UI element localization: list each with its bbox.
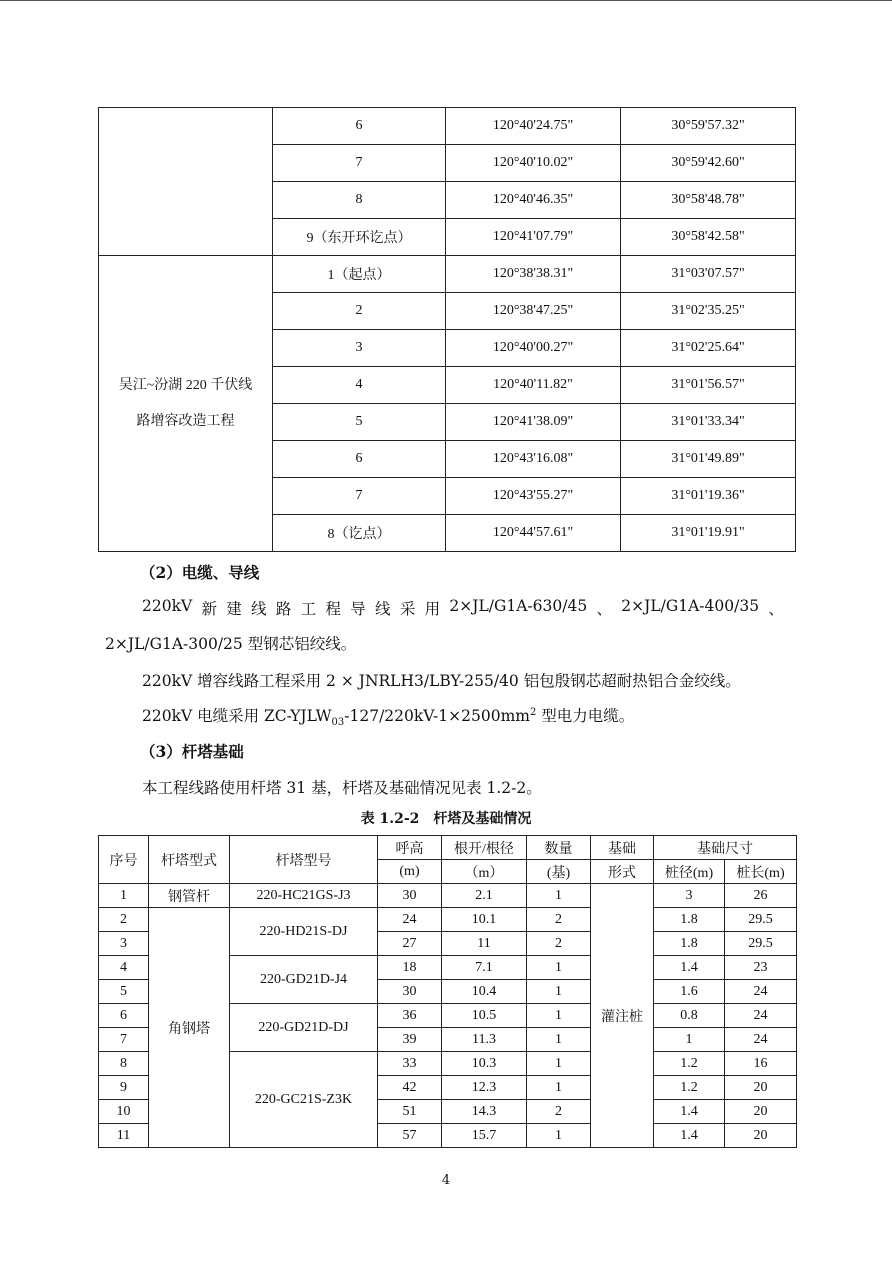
paragraph-tower: 本工程线路使用杆塔 31 基，杆塔及基础情况见表 1.2-2。 <box>142 779 542 797</box>
cell-qty: 1 <box>527 1076 591 1100</box>
cell-qty: 1 <box>527 884 591 908</box>
word: 、 <box>768 600 784 618</box>
word: 建 <box>226 600 242 618</box>
latitude: 30°58'48.78" <box>621 182 796 219</box>
word: 新 <box>201 600 217 618</box>
word: 220kV <box>142 597 193 615</box>
section-heading-tower: （3）杆塔基础 <box>140 742 244 761</box>
word: 导 <box>350 600 366 618</box>
cell-root: 12.3 <box>442 1076 527 1100</box>
point-no: 2 <box>273 293 446 330</box>
cell-height: 30 <box>378 980 442 1004</box>
paragraph-cable <box>142 704 634 728</box>
point-no: 1（起点） <box>273 256 446 293</box>
latitude: 31°01'19.36" <box>621 478 796 515</box>
table-row <box>99 884 797 908</box>
header-qty: 数量 <box>527 836 591 860</box>
point-no: 5 <box>273 404 446 441</box>
longitude: 120°40'00.27" <box>446 330 621 367</box>
cell-seq: 1 <box>99 884 149 908</box>
cell-height: 39 <box>378 1028 442 1052</box>
cell-tower-model: 220-HC21GS-J3 <box>230 884 378 908</box>
point-no: 7 <box>273 145 446 182</box>
word: 、 <box>596 600 613 618</box>
cell-tower-model: 220-GD21D-J4 <box>230 956 378 1004</box>
cell-pile-diameter: 1.6 <box>654 980 725 1004</box>
header-size: 基础尺寸 <box>654 836 797 860</box>
cell-qty: 2 <box>527 932 591 956</box>
point-no: 8 <box>273 182 446 219</box>
header-pile-length: 桩长(m) <box>725 860 797 884</box>
cell-tower-form: 角钢塔 <box>149 908 230 1148</box>
cell-qty: 2 <box>527 908 591 932</box>
page-top-border <box>0 0 892 1</box>
cell-pile-diameter: 3 <box>654 884 725 908</box>
header-foundation-form: 形式 <box>591 860 654 884</box>
project-cell-empty <box>99 108 273 256</box>
cell-seq: 8 <box>99 1052 149 1076</box>
cell-pile-diameter: 1.8 <box>654 932 725 956</box>
cell-qty: 1 <box>527 1124 591 1148</box>
cell-pile-length: 24 <box>725 980 797 1004</box>
latitude: 31°01'56.57" <box>621 367 796 404</box>
latitude: 30°59'57.32" <box>621 108 796 145</box>
cell-pile-length: 29.5 <box>725 908 797 932</box>
cell-root: 10.5 <box>442 1004 527 1028</box>
cell-pile-length: 20 <box>725 1124 797 1148</box>
longitude: 120°41'38.09" <box>446 404 621 441</box>
cell-seq: 5 <box>99 980 149 1004</box>
table-row <box>99 256 796 293</box>
cell-root: 14.3 <box>442 1100 527 1124</box>
longitude: 120°44'57.61" <box>446 515 621 552</box>
point-no: 4 <box>273 367 446 404</box>
cell-pile-diameter: 1.4 <box>654 956 725 980</box>
header-qty-unit: (基) <box>527 860 591 884</box>
cell-tower-model: 220-HD21S-DJ <box>230 908 378 956</box>
cell-pile-length: 24 <box>725 1004 797 1028</box>
longitude: 120°40'11.82" <box>446 367 621 404</box>
cell-qty: 1 <box>527 1004 591 1028</box>
latitude: 31°03'07.57" <box>621 256 796 293</box>
word: 2×JL/G1A-400/35 <box>621 597 760 615</box>
cell-qty: 2 <box>527 1100 591 1124</box>
cell-root: 11.3 <box>442 1028 527 1052</box>
longitude: 120°40'24.75" <box>446 108 621 145</box>
longitude: 120°43'16.08" <box>446 441 621 478</box>
word: 线 <box>251 600 267 618</box>
latitude: 31°02'35.25" <box>621 293 796 330</box>
cell-seq: 11 <box>99 1124 149 1148</box>
cell-qty: 1 <box>527 980 591 1004</box>
point-no: 7 <box>273 478 446 515</box>
word: 线 <box>375 600 391 618</box>
cell-qty: 1 <box>527 1028 591 1052</box>
cell-root: 15.7 <box>442 1124 527 1148</box>
cell-pile-length: 20 <box>725 1100 797 1124</box>
header-root: 根开/根径 <box>442 836 527 860</box>
cell-root: 7.1 <box>442 956 527 980</box>
header-seq: 序号 <box>99 836 149 884</box>
cell-pile-length: 26 <box>725 884 797 908</box>
cell-seq: 4 <box>99 956 149 980</box>
cell-height: 30 <box>378 884 442 908</box>
point-no: 9（东开环讫点） <box>273 219 446 256</box>
cell-height: 18 <box>378 956 442 980</box>
header-row <box>99 836 797 860</box>
cell-pile-diameter: 1.8 <box>654 908 725 932</box>
project-name-line1: 吴江~汾湖 220 千伏线 <box>118 377 253 393</box>
longitude: 120°43'55.27" <box>446 478 621 515</box>
cell-pile-length: 23 <box>725 956 797 980</box>
cell-qty: 1 <box>527 956 591 980</box>
cell-seq: 6 <box>99 1004 149 1028</box>
cell-pile-diameter: 1.4 <box>654 1124 725 1148</box>
point-no: 8（讫点） <box>273 515 446 552</box>
longitude: 120°40'10.02" <box>446 145 621 182</box>
word: 路 <box>275 600 292 618</box>
cell-height: 51 <box>378 1100 442 1124</box>
project-name-cell <box>99 256 273 552</box>
cell-seq: 7 <box>99 1028 149 1052</box>
cell-pile-diameter: 1 <box>654 1028 725 1052</box>
cell-height: 24 <box>378 908 442 932</box>
tower-foundation-table <box>98 835 797 1148</box>
header-root-unit: （m） <box>442 860 527 884</box>
cell-pile-length: 20 <box>725 1076 797 1100</box>
cell-pile-diameter: 0.8 <box>654 1004 725 1028</box>
word: 程 <box>325 600 341 618</box>
cell-pile-diameter: 1.2 <box>654 1076 725 1100</box>
cell-root: 10.4 <box>442 980 527 1004</box>
cell-height: 36 <box>378 1004 442 1028</box>
cell-tower-model: 220-GD21D-DJ <box>230 1004 378 1052</box>
cell-seq: 3 <box>99 932 149 956</box>
header-pile-diameter: 桩径(m) <box>654 860 725 884</box>
cell-height: 57 <box>378 1124 442 1148</box>
longitude: 120°38'47.25" <box>446 293 621 330</box>
longitude: 120°41'07.79" <box>446 219 621 256</box>
header-height: 呼高 <box>378 836 442 860</box>
cell-height: 42 <box>378 1076 442 1100</box>
latitude: 30°58'42.58" <box>621 219 796 256</box>
word: 采 <box>399 600 416 618</box>
word: 用 <box>424 600 441 618</box>
cell-pile-diameter: 1.4 <box>654 1100 725 1124</box>
project-name-line2: 路增容改造工程 <box>136 413 235 429</box>
cell-root: 10.3 <box>442 1052 527 1076</box>
table-row <box>99 108 796 145</box>
text: 220kV 电缆采用 ZC-YJLW <box>142 707 332 725</box>
cell-height: 33 <box>378 1052 442 1076</box>
cell-seq: 9 <box>99 1076 149 1100</box>
cell-pile-length: 24 <box>725 1028 797 1052</box>
cell-root: 2.1 <box>442 884 527 908</box>
header-tower-model: 杆塔型号 <box>230 836 378 884</box>
cell-seq: 2 <box>99 908 149 932</box>
paragraph-line-justified <box>142 597 784 619</box>
word: 2×JL/G1A-630/45 <box>449 597 588 615</box>
cell-tower-model: 220-GC21S-Z3K <box>230 1052 378 1148</box>
word: 工 <box>300 600 317 618</box>
cell-root: 10.1 <box>442 908 527 932</box>
point-no: 6 <box>273 441 446 478</box>
cell-foundation: 灌注桩 <box>591 884 654 1148</box>
latitude: 31°02'25.64" <box>621 330 796 367</box>
section-heading-cable: （2）电缆、导线 <box>140 563 260 582</box>
table-row <box>99 908 797 932</box>
cell-tower-form: 钢管杆 <box>149 884 230 908</box>
longitude: 120°38'38.31" <box>446 256 621 293</box>
longitude: 120°40'46.35" <box>446 182 621 219</box>
subscript: 03 <box>331 717 345 729</box>
latitude: 31°01'33.34" <box>621 404 796 441</box>
header-foundation: 基础 <box>591 836 654 860</box>
superscript: 2 <box>529 706 537 718</box>
cell-pile-length: 29.5 <box>725 932 797 956</box>
cell-pile-length: 16 <box>725 1052 797 1076</box>
page-number: 4 <box>441 1173 451 1188</box>
cell-root: 11 <box>442 932 527 956</box>
cell-pile-diameter: 1.2 <box>654 1052 725 1076</box>
latitude: 31°01'49.89" <box>621 441 796 478</box>
paragraph-line: 2×JL/G1A-300/25 型钢芯铝绞线。 <box>105 635 357 653</box>
latitude: 30°59'42.60" <box>621 145 796 182</box>
text: -127/220kV-1×2500mm <box>344 707 530 725</box>
cell-seq: 10 <box>99 1100 149 1124</box>
latitude: 31°01'19.91" <box>621 515 796 552</box>
header-height-unit: (m) <box>378 860 442 884</box>
point-no: 6 <box>273 108 446 145</box>
header-tower-form: 杆塔型式 <box>149 836 230 884</box>
cell-height: 27 <box>378 932 442 956</box>
text: 型电力电缆。 <box>536 707 635 725</box>
paragraph-uprating: 220kV 增容线路工程采用 2 × JNRLH3/LBY-255/40 铝包殷钢芯超耐热铝合金绞线。 <box>142 672 741 690</box>
coordinates-table <box>98 107 796 552</box>
cell-qty: 1 <box>527 1052 591 1076</box>
table-caption: 表 1.2-2 杆塔及基础情况 <box>360 811 532 827</box>
point-no: 3 <box>273 330 446 367</box>
